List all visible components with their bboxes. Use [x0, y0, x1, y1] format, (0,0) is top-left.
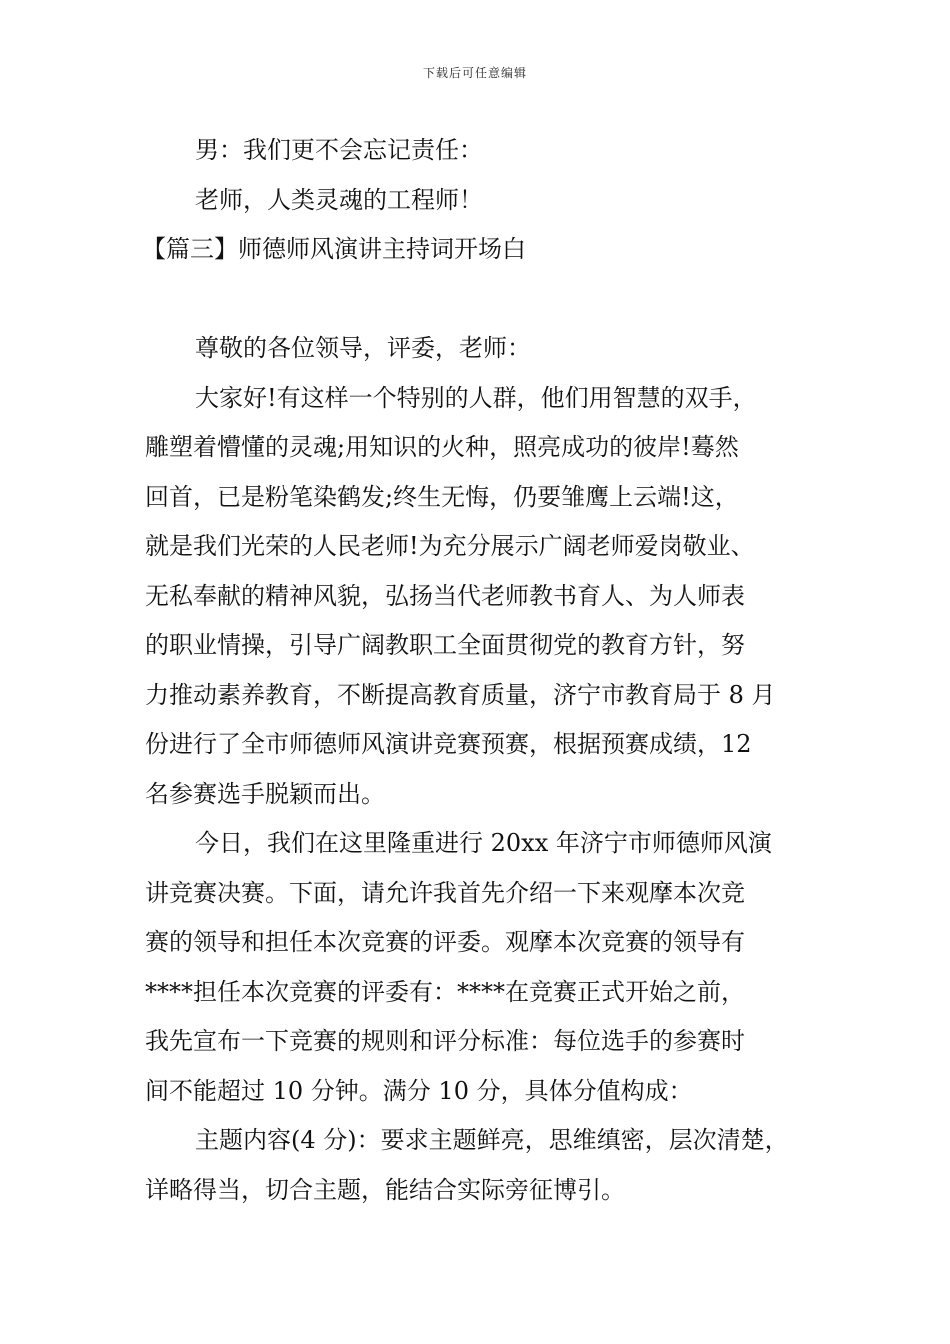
paragraph-1-line: 就是我们光荣的人民老师!为充分展示广阔老师爱岗敬业、 [145, 532, 755, 560]
text-line: 男：我们更不会忘记责任： [195, 136, 483, 164]
blank-line [145, 275, 835, 325]
paragraph-1-line: 无私奉献的精神风貌，弘扬当代老师教书育人、为人师表 [145, 581, 745, 610]
paragraph-2-line: 今日，我们在这里隆重进行 20xx 年济宁市师德师风演 [195, 829, 772, 857]
paragraph-2-line: 赛的领导和担任本次竞赛的评委。观摩本次竞赛的领导有 [145, 928, 745, 956]
page-header: 下载后可任意编辑 [422, 66, 527, 80]
paragraph-1-line: 的职业情操，引导广阔教职工全面贯彻党的教育方针，努 [145, 631, 745, 659]
paragraph-1-line: 份进行了全市师德师风演讲竞赛预赛，根据预赛成绩，12 [145, 730, 752, 758]
paragraph-2-line: ****担任本次竞赛的评委有：****在竞赛正式开始之前， [145, 977, 745, 1006]
document-body [142, 126, 835, 1215]
greeting-line: 尊敬的各位领导，评委，老师： [195, 334, 531, 362]
paragraph-2-line: 间不能超过 10 分钟。满分 10 分，具体分值构成： [145, 1076, 693, 1105]
paragraph-3-line: 主题内容(4 分)：要求主题鲜亮，思维缜密，层次清楚， [195, 1126, 789, 1154]
paragraph-2-line: 我先宣布一下竞赛的规则和评分标准：每位选手的参赛时 [145, 1027, 745, 1055]
paragraph-1-line: 回首，已是粉笔染鹤发;终生无悔，仍要雏鹰上云端!这， [145, 482, 739, 511]
paragraph-1-line: 雕塑着懵懂的灵魂;用知识的火种，照亮成功的彼岸!蓦然 [145, 433, 739, 461]
paragraph-2-line: 讲竞赛决赛。下面，请允许我首先介绍一下来观摩本次竞 [145, 878, 745, 907]
paragraph-1-line: 大家好!有这样一个特别的人群，他们用智慧的双手， [195, 383, 757, 412]
text-line: 老师，人类灵魂的工程师！ [195, 185, 483, 214]
paragraph-1-line: 名参赛选手脱颖而出。 [145, 779, 385, 808]
paragraph-1-line: 力推动素养教育，不断提高教育质量，济宁市教育局于 8 月 [145, 680, 776, 709]
paragraph-3-line: 详略得当，切合主题，能结合实际旁征博引。 [145, 1175, 625, 1204]
section-title: 【篇三】师德师风演讲主持词开场白 [142, 235, 526, 263]
